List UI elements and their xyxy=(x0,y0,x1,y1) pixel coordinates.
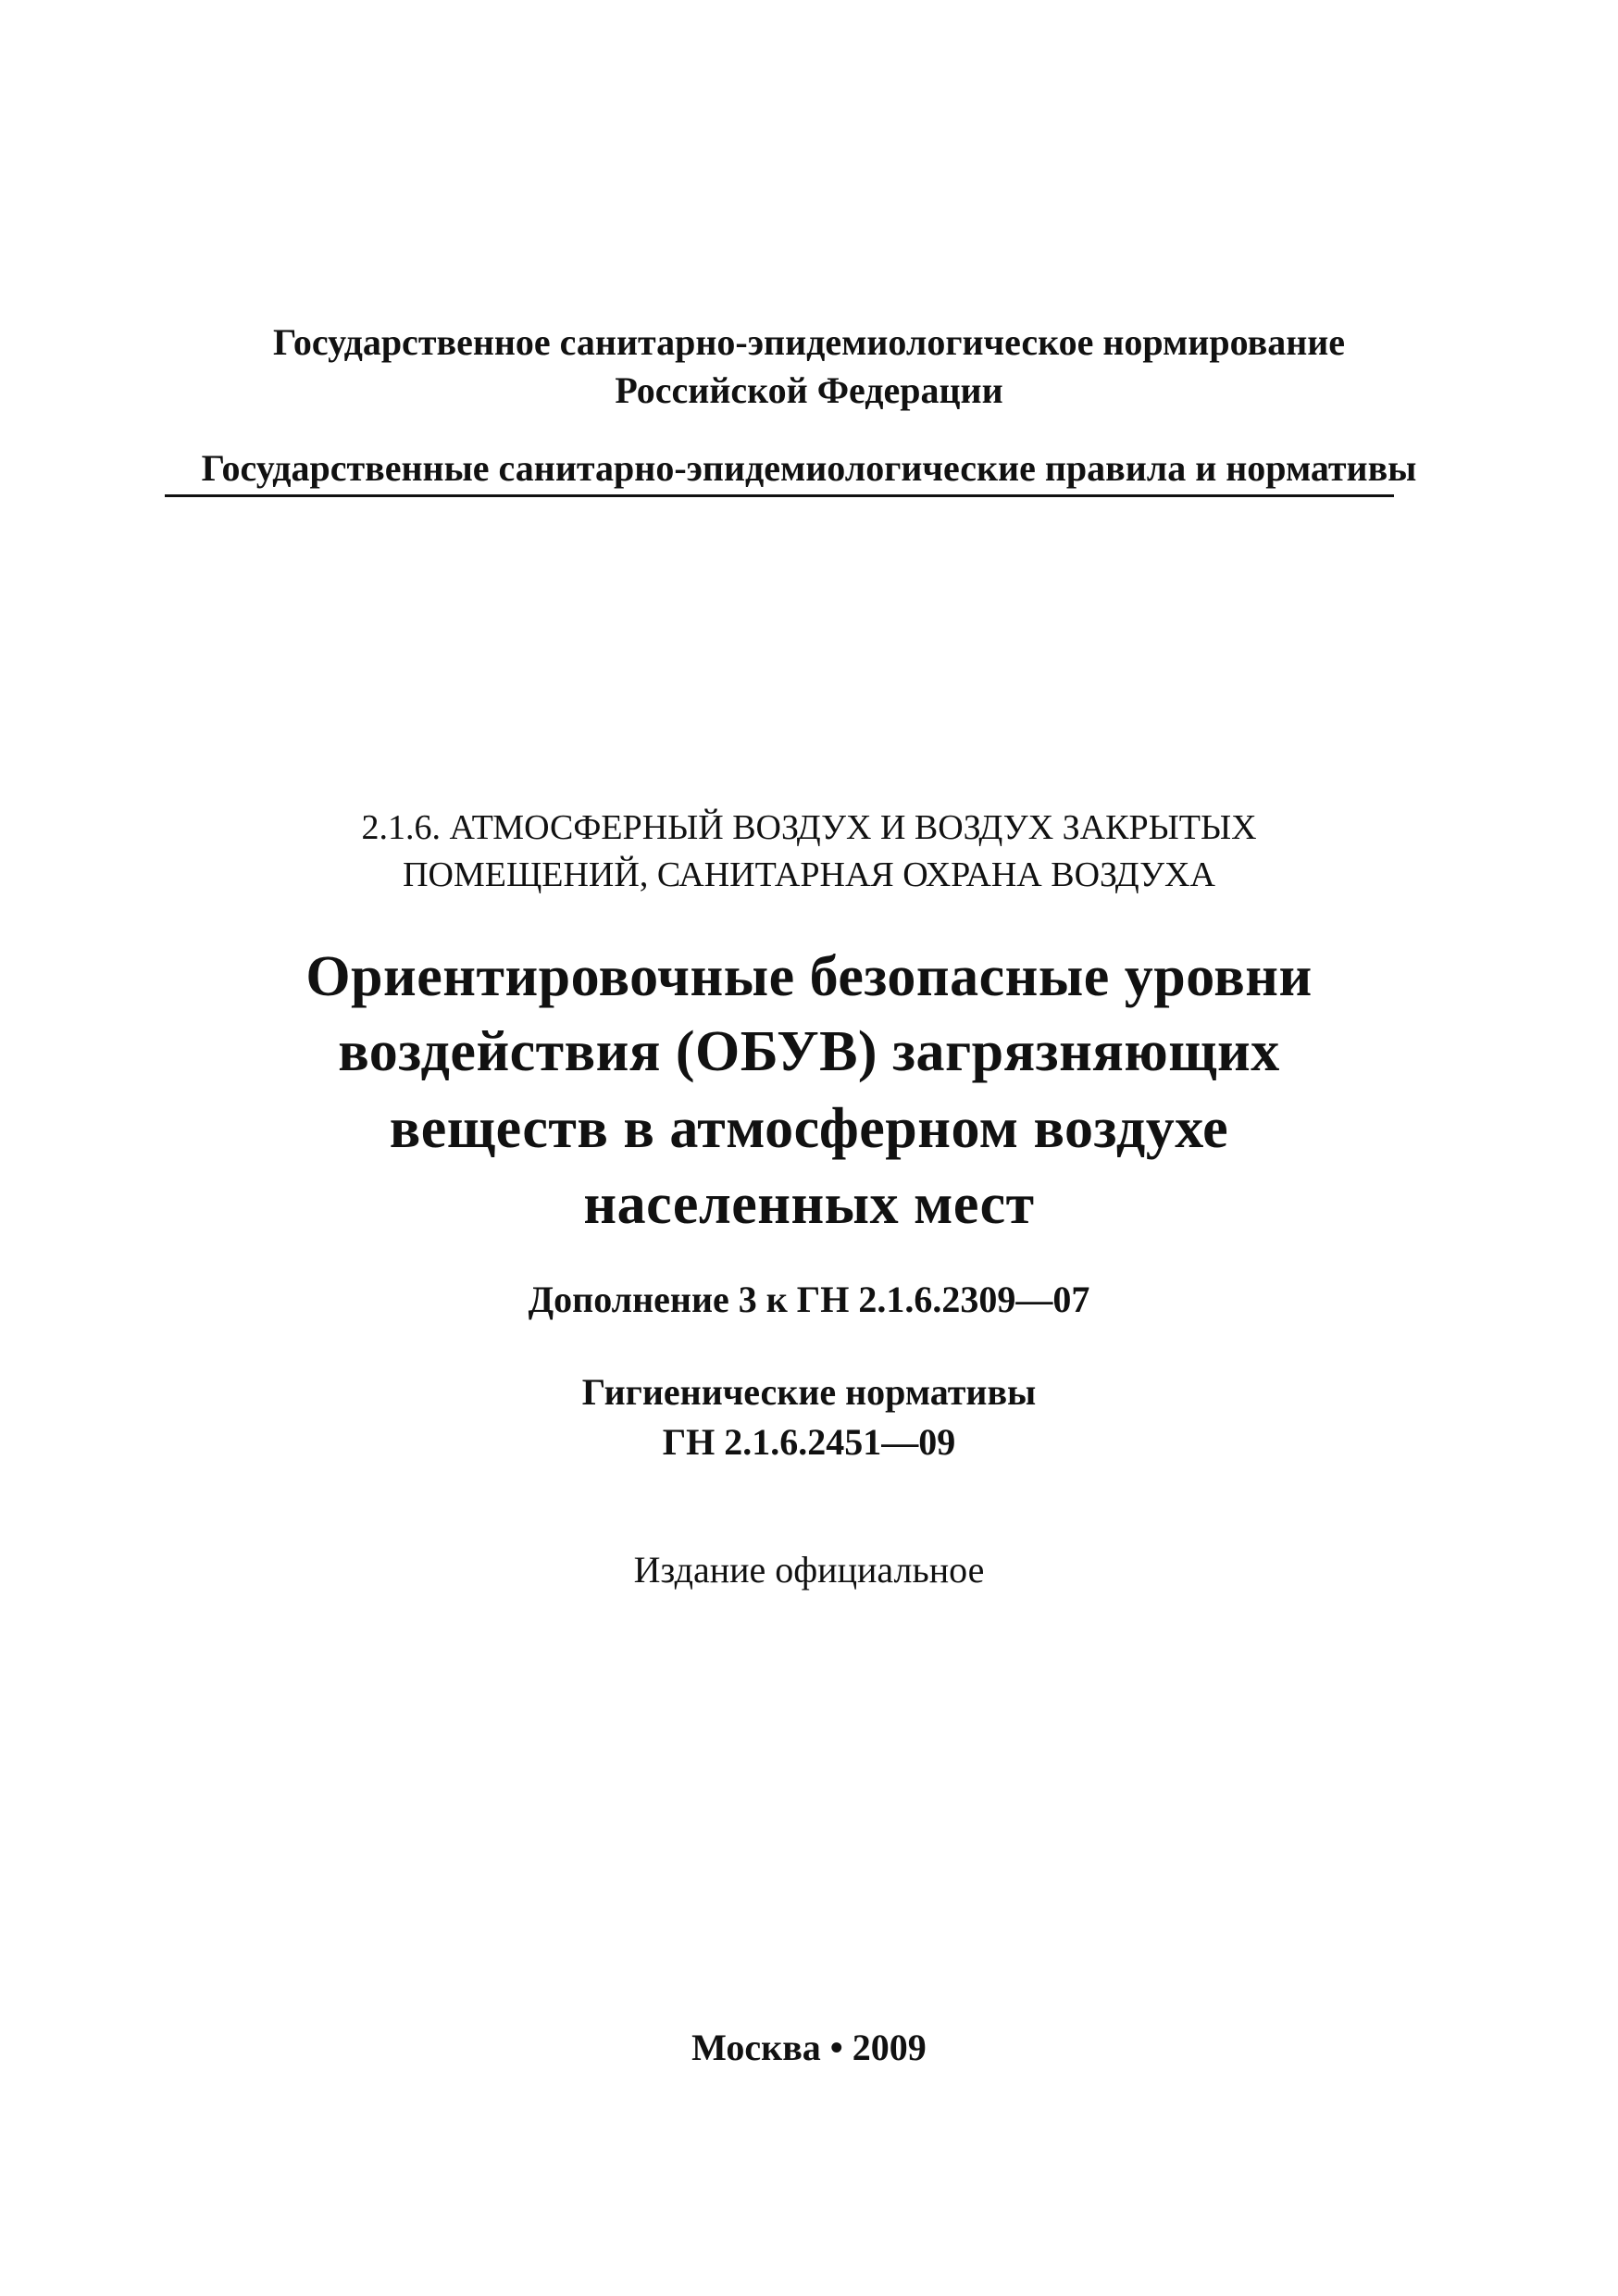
norms-line-1: Гигиенические нормативы xyxy=(581,1371,1037,1413)
header-rule-divider xyxy=(165,494,1394,497)
imprint-line: Москва • 2009 xyxy=(691,2027,927,2068)
section-line-1: 2.1.6. АТМОСФЕРНЫЙ ВОЗДУХ И ВОЗДУХ ЗАКРЫТЫХ xyxy=(361,808,1257,847)
section-line-2: ПОМЕЩЕНИЙ, САНИТАРНАЯ ОХРАНА ВОЗДУХА xyxy=(403,855,1215,894)
header-line-3: Государственные санитарно-эпидемиологические правила и нормативы xyxy=(201,447,1417,489)
edition-line: Издание официальное xyxy=(633,1549,985,1591)
title-line-1: Ориентировочные безопасные уровни xyxy=(305,945,1313,1008)
norms-line-2: ГН 2.1.6.2451—09 xyxy=(662,1421,956,1463)
header-line-2: Российской Федерации xyxy=(615,369,1003,411)
title-line-2: воздействия (ОБУВ) загрязняющих xyxy=(338,1020,1280,1083)
title-line-3: веществ в атмосферном воздухе xyxy=(389,1097,1229,1160)
supplement-line: Дополнение 3 к ГН 2.1.6.2309—07 xyxy=(528,1279,1090,1320)
header-line-1: Государственное санитарно-эпидемиологическое нормирование xyxy=(272,321,1346,363)
title-line-4: населенных мест xyxy=(583,1173,1035,1236)
